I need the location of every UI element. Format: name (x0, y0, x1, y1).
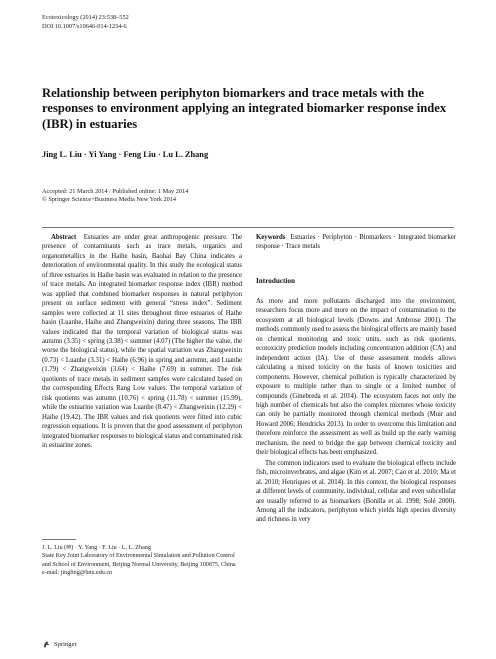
abstract-text: Estuaries are under great anthropogenic pressure. The presence of contaminants such as trace metals, organics and organometallics in the Haihe basin, Baohai Bay China indicates a deterioration of environmental quality. In this study the ecological status of three estuaries in Haihe basin was evaluated in relation to the presence of trace metals. An integrated biomarker response index (IBR) method was applied that combined biomarker responses in natural periphyton present on surface sediment with general “stress index”. Sediment samples were collected at 11 sites throughout three estuaries of Haihe basin (Luanhe, Haihe and Zhangweixin) during three seasons. The IBR values indicated that the temporal variation of biological status was autumn (3.35) < spring (3.38) < summer (4.07) (The higher the value, the worse the biological status), while the spatial variation was Zhangweixin (0.73) < Luanhe (3.31) < Haihe (6.96) in spring and autumn, and Luanhe (1.79) < Zhangweixin (3.64) < Haihe (7.69) in summer. The risk quotients of trace metals in sediment samples were calculated based on the corresponding Effects Rang Low values. The temporal variation of risk quotients was autumn (10.76) < spring (11.78) < summer (15.99), while the estuarine variation was Luanhe (8.47) < Zhangweixin (12.29) < Haihe (19.42). The IBR values and risk quotients were fitted into cubic regression equations. It is proven that the good assessment of periphyton integrated biomarker responses to biological status and contaminated risk in estuarine zones. (42, 234, 242, 449)
affiliation-names: J. L. Liu (✉) · Y. Yang · F. Liu · L. L. Zhang (42, 545, 151, 551)
publisher-footer (42, 640, 77, 649)
affiliation-lab: State Key Joint Laboratory of Environmental Simulation and Pollution Control and School of Environment, Beijing Normal University, Beijing 100875, China (42, 553, 236, 568)
intro-paragraph-1: As more and more pollutants discharged into the environment, researchers focus more and more on the impact of contamination to the ecosystem at all biological levels (Downs and Ambrose 2001). The methods commonly used to assess the biological effects are mainly based on chemical monitoring and toxic units, such as risk quotients, ecotoxicity prediction models including concentration addition (CA) and independent action (IA). Use of these assessment models allows calculating a mixed toxicity on the basis of known toxicities and components. However, chemical pollution is typically characterized by exposure to multiple rather than to single or a limited number of compounds (Ginebreda et al. 2014). The ecosystem faces not only the high number of chemicals but also the complex mixtures whose toxicity can only be partially monitored through chemical methods (Muir and Howard 2006; Hendricks 2013). In order to overcome this limitation and therefore reinforce the assessment as well as build up the early warning mechanism, the need to bridge the gap between chemical toxicity and their biological effects has been emphasized. (256, 298, 456, 457)
abstract-top-rule (42, 227, 454, 228)
introduction-body (256, 297, 456, 525)
affiliation-rule (42, 539, 76, 540)
publisher-name: Springer (54, 641, 77, 648)
keywords-label: Keywords (256, 234, 286, 241)
article-title: Relationship between periphyton biomarkers and trace metals with the responses to environment applying an integrated biomarker response index (IBR) in estuaries (42, 86, 447, 131)
journal-citation: Ecotoxicology (2014) 23:538–552 (42, 14, 129, 21)
abstract-block (42, 233, 242, 450)
springer-horse-icon (42, 640, 51, 649)
keywords-text: Estuaries · Periphyton · Biomarkers · Integrated biomarker response · Trace metals (256, 234, 456, 251)
abstract-label: Abstract (51, 234, 77, 241)
intro-paragraph-2: The common indicators used to evaluate the biological effects include fish, microinverbrates, and algae (Kim et al. 2007; Cao et al. 2010; Ma et al. 2010; Henriques et al. 2014). In this context, the biological responses at different levels of community, individual, cellular and even subcellular are usually referred to as biomarkers (Bonilla et al. 1998; Solé 2000). Among all the indicators, periphyton which yields high species diversity and richness in very (256, 459, 456, 524)
keywords-block (256, 233, 456, 252)
copyright: © Springer Science+Business Media New York 2014 (42, 196, 177, 204)
introduction-heading: Introduction (256, 277, 296, 285)
accepted-date: Accepted: 21 March 2014 / Published online: 1 May 2014 (42, 188, 189, 195)
affiliation-note (42, 544, 242, 577)
doi: DOI 10.1007/s10646-014-1234-6 (42, 22, 127, 30)
author-list: Jing L. Liu · Yi Yang · Feng Liu · Lu L. Zhang (42, 150, 209, 159)
journal-header (42, 14, 129, 31)
publication-dates (42, 188, 188, 205)
affiliation-email: e-mail: jingling@bnu.edu.cn (42, 569, 113, 576)
